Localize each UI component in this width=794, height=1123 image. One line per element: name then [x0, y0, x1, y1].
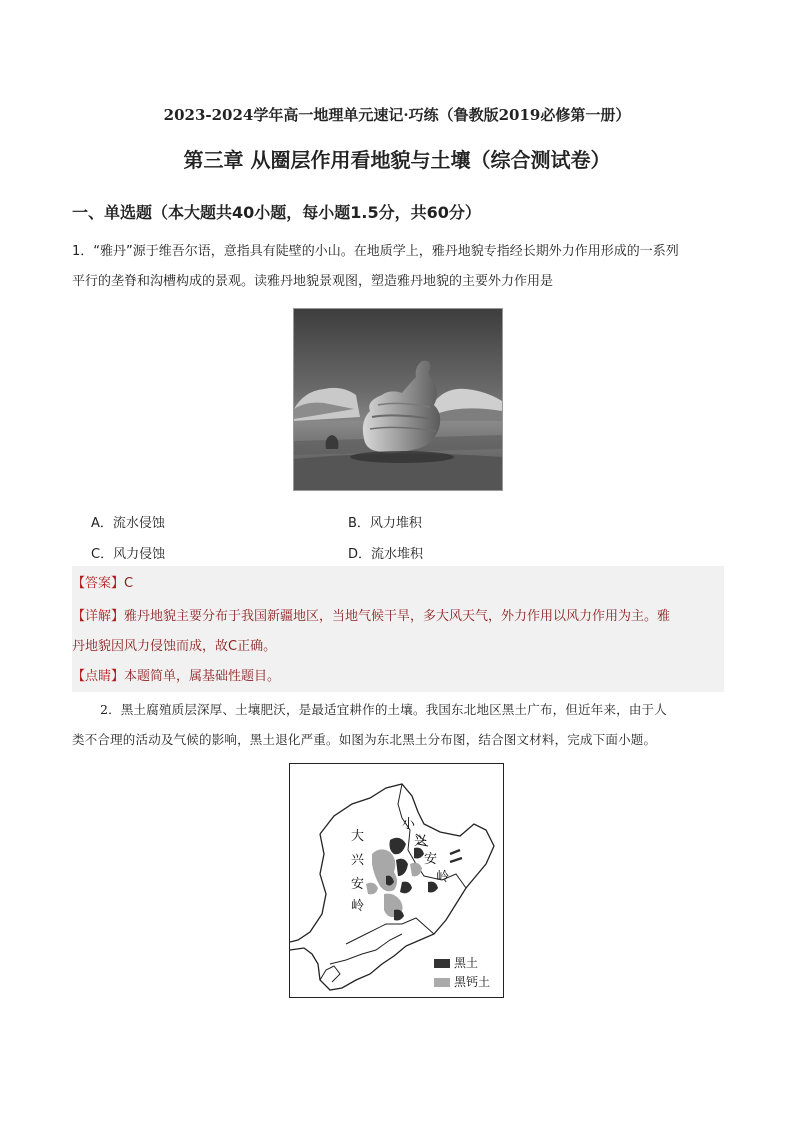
question-2-line-1: 2．黑土腐殖质层深厚、土壤肥沃，是最适宜耕作的土壤。我国东北地区黑土广布，但近年来，由于人 [100, 702, 667, 717]
answer-value: C [124, 576, 134, 591]
section-heading: 一、单选题（本大题共40小题，每小题1.5分，共60分） [72, 203, 481, 222]
detail-text: 雅丹地貌主要分布于我国新疆地区，当地气候干旱，多大风天气，外力作用以风力作用为主。雅 [124, 609, 671, 624]
map-label-ling: 岭 [351, 899, 365, 914]
yardang-photo [293, 308, 503, 491]
legend-label-black-soil: 黑土 [454, 956, 479, 970]
document-subtitle: 2023-2024学年高一地理单元速记·巧练（鲁教版2019必修第一册） [163, 106, 631, 124]
detail-line-1 [72, 602, 724, 632]
legend-label-chernozem: 黑钙土 [454, 975, 491, 989]
legend-swatch-black-soil [434, 959, 450, 968]
question-2-line-2: 类不合理的活动及气候的影响，黑土退化严重。如图为东北黑土分布图，结合图文材料，完成下面小题。 [72, 732, 657, 747]
question-1-line-2: 平行的垄脊和沟槽构成的景观。读雅丹地貌景观图，塑造雅丹地貌的主要外力作用是 [72, 274, 554, 289]
map-label-ling2: 岭 [436, 870, 450, 885]
comment-line [72, 662, 724, 692]
question-1-line-1: 1．“雅丹”源于维吾尔语，意指具有陡壁的小山。在地质学上，雅丹地貌专指经长期外力作用形成的一系列 [72, 244, 679, 259]
answer-line [72, 569, 724, 599]
document-title: 第三章 从圈层作用看地貌与土壤（综合测试卷） [183, 148, 611, 172]
answer-tag: 【答案】 [72, 576, 125, 591]
option-c: C．风力侵蚀 [91, 547, 166, 562]
option-a: A．流水侵蚀 [91, 516, 165, 531]
detail-line-2: 丹地貌因风力侵蚀而成，故C正确。 [72, 639, 277, 654]
option-b: B．风力堆积 [348, 516, 422, 531]
detail-tag: 【详解】 [72, 609, 125, 624]
map-label-xing2: 兴 [414, 834, 428, 849]
map-label-da: 大 [351, 829, 365, 844]
map-label-an2: 安 [424, 852, 438, 867]
comment-text: 本题简单，属基础性题目。 [124, 669, 281, 684]
map-label-an: 安 [351, 877, 365, 892]
legend-swatch-chernozem [434, 978, 450, 987]
map-label-xing: 兴 [351, 853, 365, 868]
option-d: D．流水堆积 [348, 547, 424, 562]
map-label-xiao: 小 [402, 817, 416, 832]
black-soil-map [289, 763, 504, 998]
comment-tag: 【点睛】 [72, 669, 125, 684]
